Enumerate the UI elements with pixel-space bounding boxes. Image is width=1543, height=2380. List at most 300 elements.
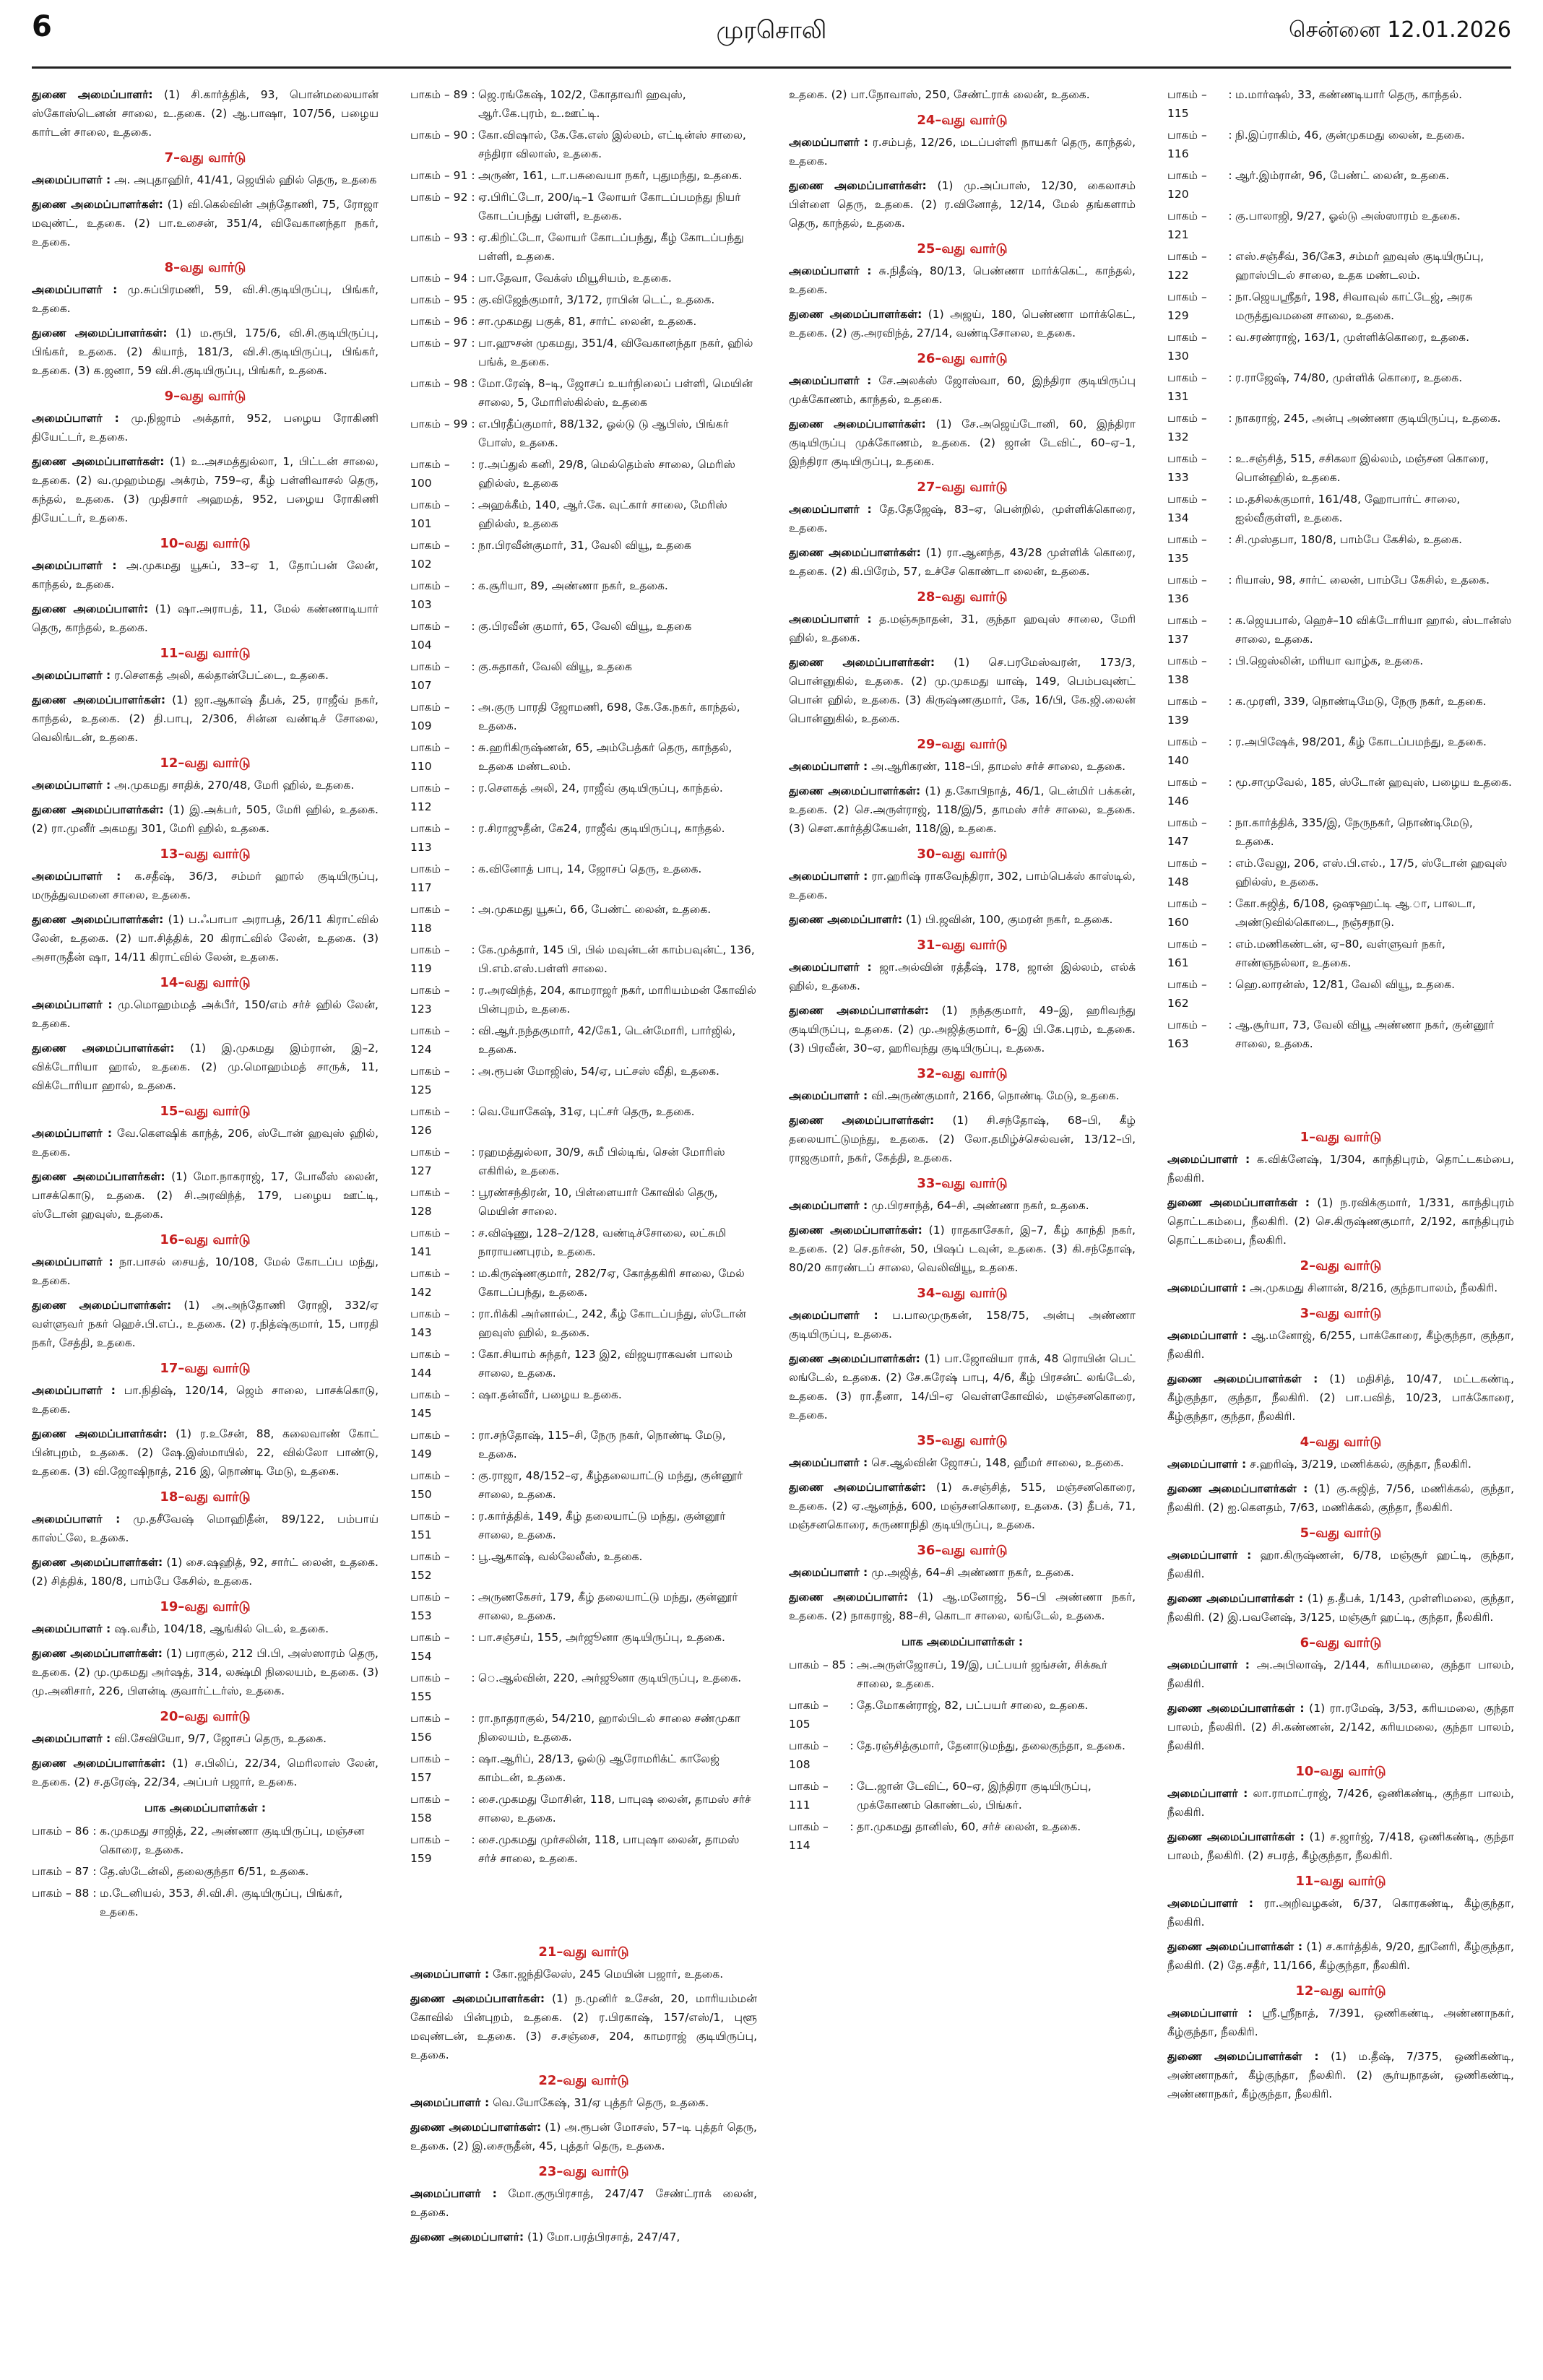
booth-number: பாகம் – 122	[1167, 250, 1207, 282]
booth-row	[410, 860, 757, 897]
booth-detail: பா.சஞ்சய், 155, அர்ஜூனா குடியிருப்பு, உதகை.	[478, 1631, 725, 1644]
entry-text: அ.ஆரிகரண், 118–பி, தாமஸ் சர்ச் சாலை, உதகை.	[871, 760, 1126, 773]
entry-text: ச.ஹரிஷ், 3/219, மணிக்கல், குந்தா, நீலகிரி.	[1250, 1458, 1471, 1471]
role-label: துணை அமைப்பாளர்கள்:	[789, 1114, 935, 1127]
booth-number: பாகம் – 124	[410, 1024, 450, 1056]
separator: :	[1228, 735, 1232, 748]
entry-text: (1) பராகுல், 212 பி.பி, அஸ்ஸாரம் தெரு, உதகை. (2) மு.முகமது அர்ஷத், 314, லக்ஷ்மி நிலையம், உதகை. (3) மு.அனிசார், 226, பிளன்டி குவார்ட்டர்ஸ், உதகை.	[32, 1647, 379, 1697]
ward-heading: 7–வது வார்டு	[164, 150, 246, 165]
organiser-entry	[410, 2093, 757, 2112]
organiser-entry	[789, 1111, 1136, 1167]
entry-text: (1) மு.அப்பாஸ், 12/30, கைலாசம் பிள்ளை தெரு, உதகை. (2) ர.வினோத், 12/14, மேல் தங்களாம் தெரு, காந்தல், உதகை.	[789, 179, 1136, 230]
ward-heading: 12–வது வார்டு	[160, 756, 251, 771]
ward-heading: 17–வது வார்டு	[160, 1361, 251, 1376]
organiser-entry	[789, 1221, 1136, 1277]
entry-text: (1) ச.பிலிப், 22/34, மெரிலாஸ் லேன், உதகை. (2) ச.தரேஷ், 22/34, அப்பர் பஜார், உதகை.	[32, 1757, 379, 1788]
separator: :	[1228, 533, 1232, 546]
booth-row	[789, 1656, 1136, 1693]
ward-heading: 13–வது வார்டு	[160, 847, 251, 862]
organiser-entry	[1167, 2004, 1514, 2041]
ward-heading: 33–வது வார்டு	[917, 1176, 1008, 1191]
organiser-entry	[789, 133, 1136, 170]
organiser-entry	[32, 324, 379, 380]
separator: :	[850, 1739, 854, 1752]
booth-detail: ஷா.தன்வீர், பழைய உதகை.	[478, 1388, 622, 1401]
booth-number: பாகம் – 88	[32, 1887, 90, 1900]
separator: :	[1228, 938, 1232, 951]
entry-text: (1) ரா.ஆனந்த, 43/28 முள்ளிக் கொரை, உதகை. (2) கி.பிரேம், 57, உச்சே கொண்டா லைன், உதகை.	[789, 546, 1136, 578]
organiser-entry	[789, 176, 1136, 233]
role-label: அமைப்பாளர் :	[32, 283, 118, 296]
organiser-entry	[789, 653, 1136, 728]
booth-row	[1167, 409, 1514, 446]
booth-number: பாகம் – 152	[410, 1550, 450, 1582]
booth-detail: அருண், 161, டா.பசுவையா நகர், புதுமந்து, உதகை.	[478, 169, 743, 182]
role-label: அமைப்பாளர் :	[789, 1309, 878, 1322]
separator: :	[1228, 250, 1232, 263]
organiser-entry	[32, 600, 379, 637]
booth-detail: அ.குரு பாரதி ஜோமணி, 698, கே.கே.நகர், காந்தல், உதகை.	[478, 701, 740, 732]
ward-heading: 35–வது வார்டு	[917, 1433, 1008, 1448]
separator: :	[1228, 290, 1232, 303]
separator: :	[471, 1550, 475, 1563]
separator: :	[471, 293, 475, 306]
booth-row	[1167, 571, 1514, 608]
separator: :	[1228, 857, 1232, 870]
organiser-entry	[789, 1588, 1136, 1625]
entry-text: (1) ப.ஃபாபா அராபத், 26/11 கிராட்வில் லேன், உதகை. (2) யா.சித்திக், 20 கிராட்வில் லேன், உதகை. (3) அசாருதீன் ஷா, 14/11 கிராட்வில் லேன், உதகை.	[32, 913, 379, 964]
booth-number: பாகம் – 138	[1167, 654, 1207, 686]
booth-number: பாகம் – 123	[410, 984, 450, 1016]
booth-detail: ம.தசிலக்குமார், 161/48, ஹோபார்ட் சாலை, ஐல்வீகுள்ளி, உதகை.	[1235, 493, 1461, 524]
booth-row	[1167, 328, 1514, 365]
booth-row	[1167, 894, 1514, 932]
booth-row	[410, 1143, 757, 1180]
booth-number: பாகம் – 119	[410, 943, 450, 975]
booth-detail: பி.ஜெஸ்லின், மரியா வாழ்க, உதகை.	[1235, 654, 1424, 667]
role-label: அமைப்பாளர் :	[1167, 1897, 1253, 1910]
booth-detail: பா.தேவா, வேக்ஸ் மியூசியம், உதகை.	[478, 272, 672, 285]
booth-row	[1167, 368, 1514, 406]
booth-section-heading: பாக அமைப்பாளர்கள் :	[144, 1801, 267, 1814]
entry-text: (1) ச.ஜார்ஜ், 7/418, ஒணிகண்டி, குந்தா பாலம், நீலகிரி. (2) சபரத், கீழ்குந்தா, நீலகிரி.	[1167, 1830, 1514, 1862]
booth-detail: ரியாஸ், 98, சார்ட் லைன், பாம்பே கேசில், உதகை.	[1235, 574, 1490, 587]
booth-detail: நி.இப்ராகிம், 46, குன்முகமது லைன், உதகை.	[1235, 129, 1465, 142]
separator: :	[1228, 169, 1232, 182]
booth-detail: சி.முஸ்தபா, 180/8, பாம்பே கேசில், உதகை.	[1235, 533, 1463, 546]
booth-number: பாகம் – 144	[410, 1348, 450, 1380]
column-4	[1167, 85, 1514, 2368]
booth-number: பாகம் – 130	[1167, 331, 1207, 363]
entry-text: (1) மோ.பரத்பிரசாத், 247/47,	[527, 2230, 680, 2243]
booth-row	[1167, 692, 1514, 730]
organiser-entry	[789, 1478, 1136, 1534]
organiser-entry	[789, 910, 1136, 929]
ward-heading: 8–வது வார்டு	[164, 260, 246, 275]
organiser-entry	[1167, 2047, 1514, 2103]
separator: :	[850, 1780, 854, 1793]
booth-number: பாகம் – 99	[410, 417, 468, 430]
separator: :	[471, 579, 475, 592]
role-label: துணை அமைப்பாளர்:	[410, 2230, 524, 2243]
booth-number: பாகம் – 93	[410, 231, 468, 244]
booth-detail: எம்.வேலு, 206, எஸ்.பி.எல்., 17/5, ஸ்டோன் ஹவுஸ் ஹில்ஸ், உதகை.	[1235, 857, 1508, 888]
booth-number: பாகம் – 157	[410, 1752, 450, 1784]
booth-row	[410, 334, 757, 371]
booth-detail: சா.முகமது பகுக், 81, சார்ட் லைன், உதகை.	[478, 315, 697, 328]
role-label: துணை அமைப்பாளர்கள் :	[1167, 1940, 1303, 1953]
booth-detail: நாகராஜ், 245, அன்பு அண்ணா குடியிருப்பு, உதகை.	[1235, 412, 1501, 425]
entry-text: (1) நந்தகுமார், 49–இ, ஹரிவந்து குடியிருப்பு, உதகை. (2) மு.அஜித்குமார், 6–இ பி.கே.புரம், உதகை. (3) பிரவீன், 30–ஏ, ஹரிவந்து குடியிருப்பு, உதகை.	[789, 1004, 1136, 1055]
role-label: அமைப்பாளர் :	[789, 870, 868, 883]
role-label: துணை அமைப்பாளர்கள்:	[789, 1352, 920, 1365]
organiser-entry	[1167, 1369, 1514, 1426]
separator: :	[471, 129, 475, 142]
ward-heading: 16–வது வார்டு	[160, 1232, 251, 1247]
separator: :	[471, 1065, 475, 1078]
entry-text: அ.முகமது சாதிக், 270/48, மேரி ஹில், உதகை.	[114, 779, 355, 792]
booth-row	[410, 126, 757, 163]
booth-section-heading: பாக அமைப்பாளர்கள் :	[901, 1635, 1024, 1648]
role-label: துணை அமைப்பாளர்கள் :	[1167, 1482, 1308, 1495]
organiser-entry	[789, 1349, 1136, 1424]
entry-text: மோ.குருபிரசாத், 247/47 சேண்ட்ராக் லைன், உதகை.	[410, 2187, 757, 2219]
entry-text: (1) சி.கார்த்திக், 93, பொன்மலையான் ஸ்கோஸ்டெனன் சாலை, உ.தகை. (2) ஆ.பாஷா, 107/56, பழைய கார்டன் சாலை, உதகை.	[32, 88, 379, 139]
separator: :	[471, 1186, 475, 1199]
role-label: அமைப்பாளர் :	[32, 1622, 111, 1635]
booth-row	[1167, 207, 1514, 244]
separator: :	[471, 984, 475, 997]
separator: :	[1228, 209, 1232, 222]
booth-detail: கே.முக்தார், 145 பி, பில் மவுன்டன் காம்பவுன்ட், 136, பி.எம்.எஸ்.பள்ளி சாலை.	[478, 943, 755, 975]
booth-number: பாகம் – 158	[410, 1793, 450, 1825]
booth-number: பாகம் – 147	[1167, 816, 1207, 848]
separator: :	[1228, 816, 1232, 829]
organiser-entry	[789, 1086, 1136, 1105]
booth-detail: தே.மோகன்ராஜ், 82, பட்பயர் சாலை, உதகை.	[857, 1699, 1089, 1712]
role-label: துணை அமைப்பாளர்கள்:	[410, 2121, 542, 2134]
organiser-entry	[32, 995, 379, 1033]
booth-number: பாகம் – 135	[1167, 533, 1207, 565]
role-label: துணை அமைப்பாளர்கள்:	[32, 1299, 172, 1312]
booth-number: பாகம் – 132	[1167, 412, 1207, 443]
booth-detail: க.முரளி, 339, நொண்டிமேடு, நேரு நகர், உதகை.	[1235, 695, 1487, 708]
booth-number: பாகம் – 160	[1167, 897, 1207, 929]
organiser-entry	[789, 85, 1136, 104]
ward-heading: 2–வது வார்டு	[1300, 1258, 1382, 1273]
entry-text: (1) மோ.நாகராஜ், 17, போலீஸ் லைன், பாசக்கொடு, உதகை. (2) சி.அரவிந்த், 179, பழைய ஊட்டி, ஸ்டோன் ஹவுஸ், உதகை.	[32, 1170, 379, 1221]
booth-detail: அ.அருள்ஜோசப், 19/இ, பட்பயர் ஜங்சன், சிக்கூர் சாலை, உதகை.	[857, 1658, 1107, 1690]
separator: :	[1228, 776, 1232, 789]
ward-heading: 11–வது வார்டு	[1295, 1874, 1386, 1889]
booth-row	[1167, 813, 1514, 851]
entry-text: உதகை. (2) பா.நோவாஸ், 250, சேண்ட்ராக் லைன், உதகை.	[789, 88, 1090, 101]
organiser-entry	[1167, 1193, 1514, 1250]
ward-heading: 27–வது வார்டு	[917, 480, 1008, 495]
organiser-entry	[789, 305, 1136, 342]
entry-text: (1) சு.சஞ்சித், 515, மஞ்சனகொரை, உதகை. (2) ஏ.ஆனந்த், 600, மஞ்சனகொரை, உதகை. (3) தீபக், 71, மஞ்சனகொரை, சுருணாநிதி குடியிருப்பு, உதகை.	[789, 1481, 1136, 1531]
separator: :	[471, 1671, 475, 1684]
organiser-entry	[789, 415, 1136, 471]
organiser-entry	[32, 195, 379, 251]
booth-number: பாகம் – 151	[410, 1510, 450, 1541]
role-label: துணை அமைப்பாளர்கள்:	[32, 198, 163, 211]
entry-text: வி.சேவியோ, 9/7, ஜோசப் தெரு, உதகை.	[114, 1732, 327, 1745]
booth-number: பாகம் – 150	[410, 1469, 450, 1501]
role-label: துணை அமைப்பாளர்கள்:	[32, 1170, 165, 1183]
booth-row	[410, 455, 757, 493]
booth-detail: ரா.ரிக்கி அர்னால்ட், 242, கீழ் கோடப்பந்து, ஸ்டோன் ஹவுஸ் ஹில், உதகை.	[478, 1307, 746, 1339]
role-label: அமைப்பாளர் :	[32, 779, 111, 792]
booth-row	[410, 1547, 757, 1585]
booth-detail: கு.சுதாகர், வேலி வியூ, உதகை	[478, 660, 632, 673]
booth-detail: நா.பிரவீன்குமார், 31, வேலி வியூ, உதகை	[478, 539, 691, 552]
entry-text: பா.நிதிஷ், 120/14, ஜெம் சாலை, பாசக்கொடு, உதகை.	[32, 1384, 379, 1416]
booth-number: பாகம் – 131	[1167, 371, 1207, 403]
ward-heading: 20–வது வார்டு	[160, 1709, 251, 1724]
booth-row	[789, 1696, 1136, 1734]
booth-detail: அருணகேசர், 179, கீழ் தலையாட்டு மந்து, குன்னூர் சாலை, உதகை.	[478, 1591, 738, 1622]
separator: :	[471, 620, 475, 633]
booth-detail: ர.கார்த்திக், 149, கீழ் தலையாட்டு மந்து, குன்னூர் சாலை, உதகை.	[478, 1510, 726, 1541]
role-label: அமைப்பாளர் :	[789, 1566, 868, 1579]
organiser-entry	[410, 2184, 757, 2222]
role-label: துணை அமைப்பாளர்கள்:	[32, 693, 166, 706]
separator: :	[850, 1699, 854, 1712]
role-label: அமைப்பாளர் :	[789, 613, 872, 626]
separator: :	[92, 1825, 97, 1838]
separator: :	[471, 1510, 475, 1523]
entry-text: தே.தேஜேஷ், 83–ஏ, பென்றில், முள்ளிக்கொரை, உதகை.	[789, 503, 1136, 535]
entry-text: சு.நிதீஷ், 80/13, பெண்ணா மார்க்கெட், காந்தல், உதகை.	[789, 264, 1136, 296]
booth-row	[410, 1790, 757, 1827]
role-label: துணை அமைப்பாளர்கள்:	[789, 1224, 922, 1237]
entry-text: அ.அபிலாஷ், 2/144, கரியமலை, குந்தா பாலம், நீலகிரி.	[1167, 1658, 1514, 1690]
booth-detail: கு.ராஜா, 48/152–ஏ, கீழ்தலையாட்டு மந்து, குன்னூர் சாலை, உதகை.	[478, 1469, 743, 1501]
ward-heading: 30–வது வார்டு	[917, 847, 1008, 862]
entry-text: (1) சே.அஜெய்டோனி, 60, இந்திரா குடியிருப்பு முக்கோணம், உதகை. (2) ஜான் டேவிட், 60–ஏ–1, இந்திரா குடியிருப்பு, உதகை.	[789, 417, 1136, 468]
booth-row	[410, 1102, 757, 1140]
booth-number: பாகம் – 104	[410, 620, 450, 652]
booth-detail: ரா.சந்தோஷ், 115–சி, நேரு நகர், நொண்டி மேடு, உதகை.	[478, 1429, 726, 1461]
organiser-entry	[32, 1296, 379, 1352]
booth-detail: எம்.மணிகண்டன், ஏ–80, வள்ளுவர் நகர், சாண்ஞநல்லா, உதகை.	[1235, 938, 1445, 969]
booth-detail: ரா.நாதராகுல், 54/210, ஹால்பிடல் சாலை சண்முகா நிலையம், உதகை.	[478, 1712, 740, 1744]
role-label: அமைப்பாளர் :	[32, 1127, 113, 1140]
booth-row	[410, 738, 757, 776]
entry-text: (1) அ.ரூபன் மோசஸ், 57–டி புத்தர் தெரு, உதகை. (2) இ.சைருதீன், 45, புத்தர் தெரு, உதகை.	[410, 2121, 757, 2152]
entry-text: (1) பி.ஜவின், 100, குமரன் நகர், உதகை.	[905, 913, 1113, 926]
booth-number: பாகம் – 101	[410, 498, 450, 530]
booth-row	[1167, 287, 1514, 325]
booth-detail: நா.கார்த்திக், 335/இ, நேருநகர், நொண்டிமேடு, உதகை.	[1235, 816, 1473, 848]
column-gap	[410, 1871, 757, 1936]
separator: :	[471, 377, 475, 390]
booth-row	[410, 290, 757, 309]
entry-text: (1) த.தீபக், 1/143, முள்ளிமலை, குந்தா, நீலகிரி. (2) இ.பவனேஷ், 3/125, மஞ்சூர் ஹட்டி, குந்தா, நீலகிரி.	[1167, 1592, 1514, 1624]
masthead	[32, 0, 1511, 69]
booth-row	[410, 1264, 757, 1302]
booth-detail: ெ.ஆல்வின், 220, அர்ஜூனா குடியிருப்பு, உதகை.	[478, 1671, 742, 1684]
role-label: அமைப்பாளர் :	[789, 264, 872, 277]
organiser-entry	[789, 543, 1136, 581]
booth-row	[410, 228, 757, 266]
entry-text: க.சதீஷ், 36/3, சம்மர் ஹால் குடியிருப்பு, மருத்துவமனை சாலை, உதகை.	[32, 870, 379, 901]
entry-text: சே.அலக்ஸ் ஜோஸ்வா, 60, இந்திரா குடியிருப்பு முக்கோணம், காந்தல், உதகை.	[789, 374, 1136, 406]
booth-number: பாகம் – 149	[410, 1429, 450, 1461]
organiser-entry	[789, 610, 1136, 647]
booth-row	[410, 1507, 757, 1544]
separator: :	[471, 191, 475, 204]
organiser-entry	[1167, 1326, 1514, 1364]
booth-detail: ஷா.ஆரிப், 28/13, ஓல்டு ஆரோமரிக்ட் காலேஜ் காம்டன், உதகை.	[478, 1752, 719, 1784]
entry-text: (1) த.கோபிநாத், 46/1, டென்மிர் பக்கன், உதகை. (2) செ.அருள்ராஜ், 118/இ/5, தாமஸ் சர்ச் சாலை, உதகை. (3) சௌ.கார்த்திகேயன், 118/இ, உதகை.	[789, 784, 1136, 835]
page-number: 6	[32, 10, 52, 43]
entry-text: (1) செ.பரமேஸ்வரன், 173/3, பொன்னுகில், உதகை. (2) மு.முகமது யாஷ், 149, பெம்பவுண்ட் பொன் ஹில், உதகை. (3) கிருஷ்ணகுமார், கே, 16/பி, கே.ஜி.லைன் பொன்னுகில், உதகை.	[789, 656, 1136, 725]
booth-detail: பா.ஹுசன் முகமது, 351/4, விவேகானந்தா நகர், ஹில் பங்க், உதகை.	[478, 337, 753, 368]
role-label: துணை அமைப்பாளர்கள்:	[32, 455, 165, 468]
role-label: துணை அமைப்பாளர்கள்:	[789, 656, 935, 669]
role-label: அமைப்பாளர் :	[32, 669, 111, 682]
entry-text: (1) ச.கார்த்திக், 9/20, தூனேரி, கீழ்குந்தா, நீலகிரி. (2) தே.சதீர், 11/166, கீழ்குந்தா, நீலகிரி.	[1167, 1940, 1514, 1972]
organiser-entry	[32, 1729, 379, 1748]
role-label: துணை அமைப்பாளர்கள்:	[32, 1427, 168, 1440]
separator: :	[471, 337, 475, 350]
entry-text: லா.ராமாட்ராஜ், 7/426, ஒணிகண்டி, குந்தா பாலம், நீலகிரி.	[1167, 1787, 1514, 1819]
separator: :	[471, 272, 475, 285]
booth-row	[410, 900, 757, 938]
organiser-entry	[32, 691, 379, 747]
booth-row	[1167, 166, 1514, 204]
booth-detail: பூரண்சந்திரன், 10, பிள்ளையார் கோவில் தெரு, மெயின் சாலை.	[478, 1186, 718, 1218]
booth-row	[410, 415, 757, 452]
separator: :	[471, 1226, 475, 1239]
booth-row	[1167, 732, 1514, 770]
entry-text: வி.அருண்குமார், 2166, நொண்டி மேடு, உதகை.	[871, 1089, 1120, 1102]
separator: :	[1228, 88, 1232, 101]
organiser-entry	[789, 1453, 1136, 1472]
organiser-entry	[32, 452, 379, 527]
entry-text: க.விக்னேஷ், 1/304, காந்திபுரம், தொட்டகம்பை, நீலகிரி.	[1167, 1153, 1514, 1185]
role-label: அமைப்பாளர் :	[789, 961, 872, 974]
entry-text: மு.மொஹம்மத் அக்பீர், 150/எம் சர்ச் ஹில் லேன், உதகை.	[32, 998, 379, 1030]
booth-row	[410, 576, 757, 614]
organiser-entry	[1167, 1699, 1514, 1755]
entry-text: ஸ்ரீ.ஸ்ரீநாத், 7/391, ஒணிகண்டி, அண்ணாநகர், கீழ்குந்தா, நீலகிரி.	[1167, 2007, 1514, 2038]
organiser-entry	[1167, 1827, 1514, 1865]
role-label: துணை அமைப்பாளர்கள்:	[32, 1042, 175, 1055]
role-label: அமைப்பாளர் :	[1167, 2007, 1253, 2020]
entry-text: (1) ரா.ரமேஷ், 3/53, கரியமலை, குந்தா பாலம், நீலகிரி. (2) சி.கண்ணன், 2/142, கரியமலை, குந்தா பாலம், நீலகிரி.	[1167, 1702, 1514, 1752]
role-label: அமைப்பாளர் :	[1167, 1787, 1248, 1800]
separator: :	[1228, 331, 1232, 344]
column-3	[789, 85, 1136, 2368]
booth-detail: ரஹமத்துல்லா, 30/9, சுமீ பில்டிங், சென் மோரிஸ் எகிரில், உதகை.	[478, 1146, 725, 1177]
booth-number: பாகம் – 102	[410, 539, 450, 571]
booth-number: பாகம் – 95	[410, 293, 468, 306]
separator: :	[471, 1752, 475, 1765]
entry-text: மு.பிரசாந்த், 64–சி, அண்ணா நகர், உதகை.	[871, 1199, 1089, 1212]
separator: :	[471, 822, 475, 835]
booth-row	[410, 1021, 757, 1059]
booth-detail: எஸ்.சஞ்சீவ், 36/கே3, சம்மர் ஹவுஸ் குடியிருப்பு, ஹாஸ்பிடல் சாலை, உதக மண்டலம்.	[1235, 250, 1484, 282]
role-label: அமைப்பாளர் :	[789, 760, 868, 773]
booth-detail: கு.பிரவீன் குமார், 65, வேலி வியூ, உதகை	[478, 620, 692, 633]
separator: :	[471, 903, 475, 916]
role-label: துணை அமைப்பாளர்கள்:	[32, 803, 164, 816]
organiser-entry	[789, 1306, 1136, 1343]
booth-number: பாகம் – 159	[410, 1833, 450, 1865]
booth-detail: ம.மார்ஷல், 33, கண்ணடியார் தெரு, காந்தல்.	[1235, 88, 1463, 101]
organiser-entry	[32, 1381, 379, 1419]
organiser-entry	[32, 666, 379, 685]
organiser-entry	[32, 85, 379, 142]
booth-row	[410, 940, 757, 978]
booth-number: பாகம் – 97	[410, 337, 468, 350]
booth-row	[410, 1830, 757, 1868]
ward-heading: 1–வது வார்டு	[1300, 1130, 1382, 1145]
booth-detail: மூ.சாமுவேல், 185, ஸ்டோன் ஹவுஸ், பழைய உதகை.	[1235, 776, 1512, 789]
booth-detail: ர.செளகத் அலி, 24, ராஜீவ் குடியிருப்பு, காந்தல்.	[478, 782, 723, 795]
booth-number: பாகம் – 136	[1167, 574, 1207, 605]
booth-row	[410, 536, 757, 574]
entry-text: (1) ஜா.ஆகாஷ் தீபக், 25, ராஜீவ் நகர், காந்தல், உதகை. (2) தி.பாபு, 2/306, சின்ன வண்டிச் சோலை, வெலிங்டன், உதகை.	[32, 693, 379, 744]
entry-text: (1) இ.அக்பர், 505, மேரி ஹில், உதகை. (2) ரா.முனீர் அகமது 301, மேரி ஹில், உதகை.	[32, 803, 379, 835]
ward-heading: 15–வது வார்டு	[160, 1104, 251, 1119]
ward-heading: 18–வது வார்டு	[160, 1489, 251, 1505]
role-label: துணை அமைப்பாளர்கள் :	[1167, 1830, 1305, 1843]
role-label: அமைப்பாளர் :	[32, 998, 113, 1011]
separator: :	[471, 1307, 475, 1320]
role-label: அமைப்பாளர் :	[1167, 1658, 1250, 1671]
separator: :	[471, 169, 475, 182]
role-label: அமைப்பாளர் :	[32, 1513, 121, 1526]
booth-row	[1167, 490, 1514, 527]
booth-detail: ர.அப்துல் கனி, 29/8, மெல்தெம்ஸ் சாலை, மெரிஸ் ஹில்ஸ், உதகை	[478, 458, 735, 490]
entry-text: (1) ந.ரவிக்குமார், 1/331, காந்திபுரம் தொட்டகம்பை, நீலகிரி. (2) செ.கிருஷ்ணகுமார், 2/192, காந்திபுரம் தொட்டகம்பை, நீலகிரி.	[1167, 1196, 1514, 1247]
booth-number: பாகம் – 117	[410, 862, 450, 894]
separator: :	[471, 1793, 475, 1806]
entry-text: வெ.யோகேஷ், 31/ஏ புத்தர் தெரு, உதகை.	[493, 2096, 709, 2109]
organiser-entry	[1167, 1784, 1514, 1822]
entry-text: (1) ஷா.அராபத், 11, மேல் கண்ணாடியார் தெரு, காந்தல், உதகை.	[32, 602, 379, 634]
role-label: துணை அமைப்பாளர்:	[789, 1591, 909, 1604]
separator: :	[471, 1591, 475, 1604]
booth-number: பாகம் – 161	[1167, 938, 1207, 969]
booth-number: பாகம் – 118	[410, 903, 450, 935]
separator: :	[471, 943, 475, 956]
separator: :	[1228, 493, 1232, 506]
organiser-entry	[789, 1001, 1136, 1057]
organiser-entry	[1167, 1150, 1514, 1187]
organiser-entry	[32, 1644, 379, 1700]
booth-number: பாகம் – 137	[1167, 614, 1207, 646]
entry-text: (1) ஆ.மனோஜ், 56–பி அண்ணா நகர், உதகை. (2) நாகராஜ், 88–சி, கொடா சாலை, லங்டேல், உதகை.	[789, 1591, 1136, 1622]
organiser-entry	[789, 261, 1136, 299]
role-label: அமைப்பாளர் :	[32, 1384, 116, 1397]
booth-number: பாகம் – 100	[410, 458, 450, 490]
booth-detail: ஆ.சூர்யா, 73, வேலி வியூ அண்ணா நகர், குன்னூர் சாலை, உதகை.	[1235, 1018, 1495, 1050]
separator: :	[471, 1833, 475, 1846]
role-label: அமைப்பாளர் :	[410, 1968, 490, 1981]
role-label: துணை அமைப்பாளர்கள்:	[32, 913, 164, 926]
ward-heading: 11–வது வார்டு	[160, 646, 251, 661]
booth-number: பாகம் – 156	[410, 1712, 450, 1744]
booth-number: பாகம் – 109	[410, 701, 450, 732]
entry-text: (1) ர.உசேன், 88, கலைவாண் கோட் பின்புறம், உதகை. (2) ஷே.இஸ்மாயில், 22, வில்லோ பாண்டு, உதகை. (3) வி.ஜோஷிநாத், 216 இ, நொண்டி மேடு, உதகை.	[32, 1427, 379, 1478]
organiser-entry	[789, 500, 1136, 537]
booth-number: பாகம் – 148	[1167, 857, 1207, 888]
